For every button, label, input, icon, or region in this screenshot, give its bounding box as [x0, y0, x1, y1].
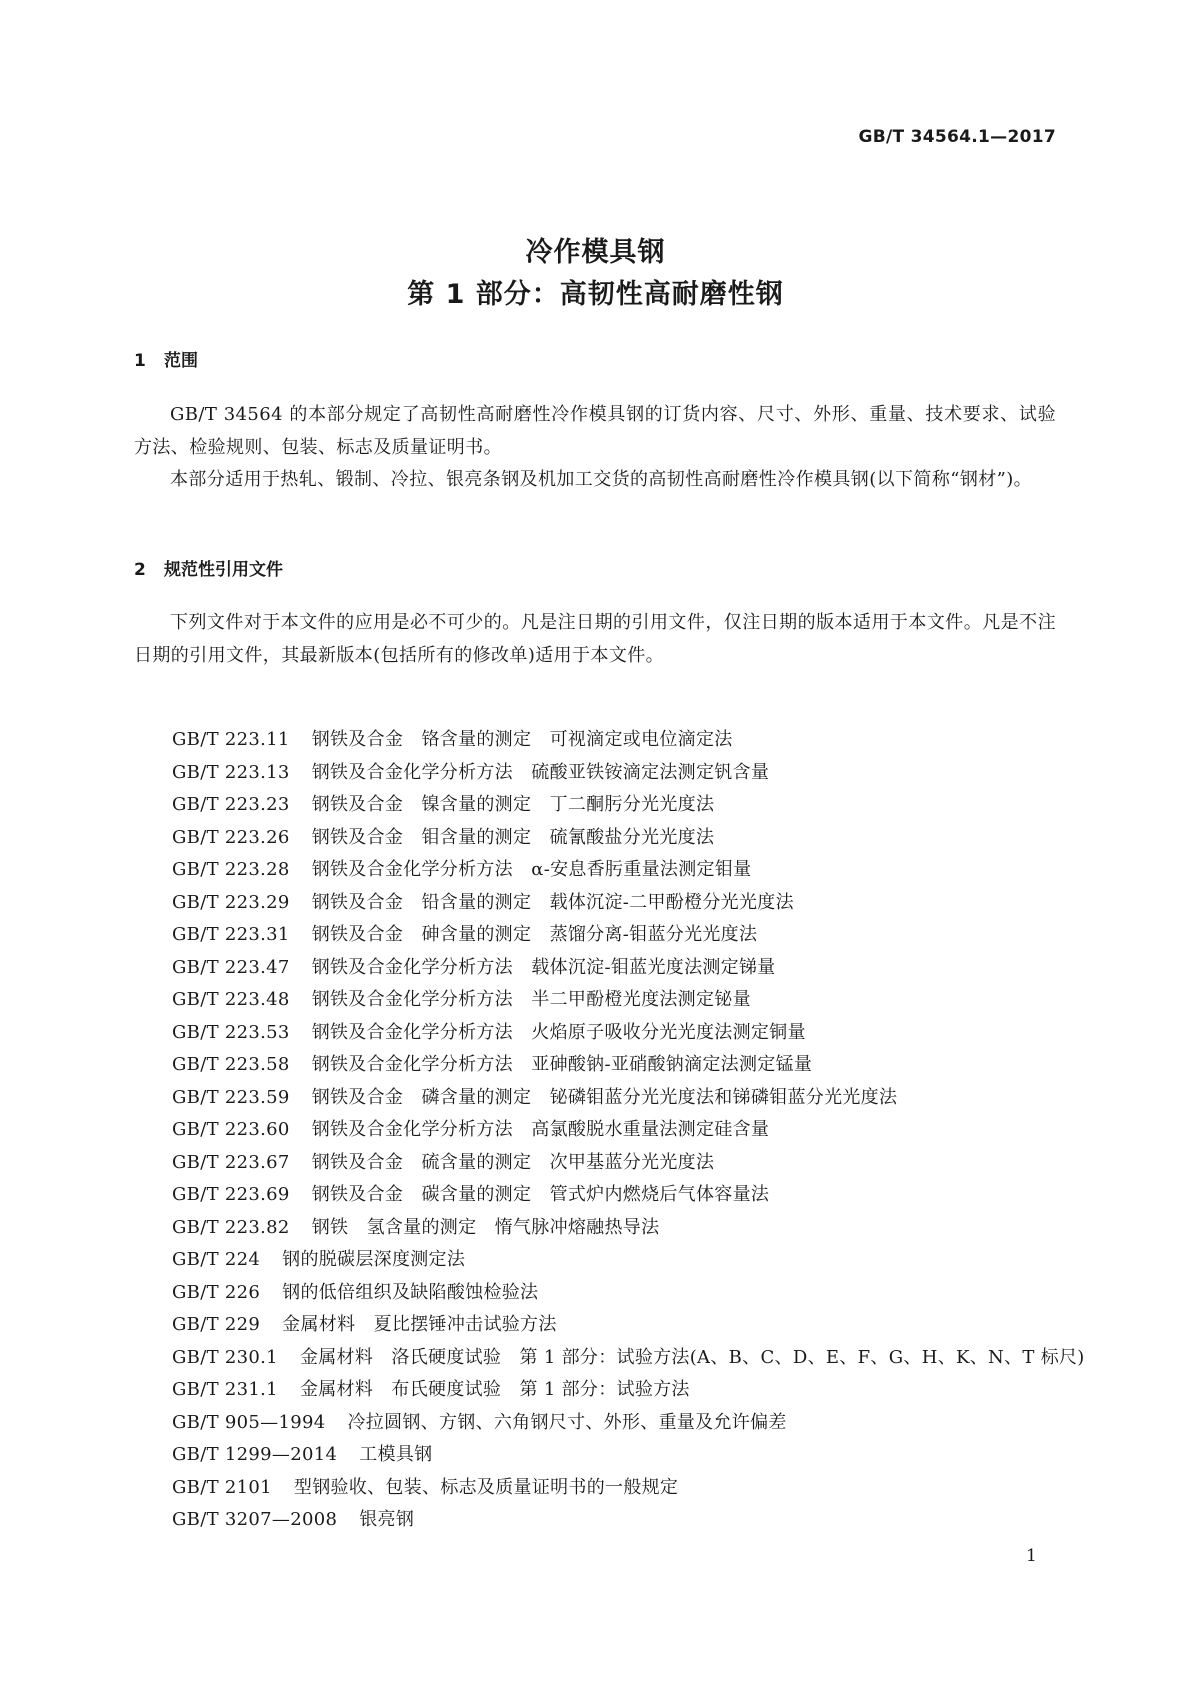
document-title: 冷作模具钢 [525, 237, 666, 268]
reference-item [172, 887, 1085, 920]
reference-item [172, 1049, 1085, 1082]
section-title: 规范性引用文件 [164, 560, 283, 580]
reference-code: GB/T 223.28 [172, 859, 290, 880]
reference-code: GB/T 223.26 [172, 826, 290, 848]
reference-code: GB/T 223.60 [172, 1119, 290, 1140]
reference-title: 钢铁及合金 铬含量的测定 可视滴定或电位滴定法 [311, 729, 733, 750]
reference-list [172, 724, 1085, 1537]
reference-code: GB/T 226 [172, 1281, 261, 1303]
reference-item [172, 1017, 1085, 1050]
reference-item [172, 1342, 1085, 1375]
reference-code: GB/T 223.29 [172, 891, 290, 913]
reference-item [172, 789, 1085, 822]
section-heading-scope [134, 346, 198, 371]
reference-item [172, 952, 1085, 985]
section-number: 2 [134, 560, 146, 580]
reference-code: GB/T 223.23 [172, 794, 290, 815]
reference-item [172, 1277, 1085, 1310]
reference-code: GB/T 223.67 [172, 1151, 290, 1173]
standard-number: GB/T 34564.1—2017 [858, 127, 1056, 147]
reference-title: 钢铁及合金 镍含量的测定 丁二酮肟分光光度法 [311, 794, 715, 815]
reference-title: 钢铁及合金 铅含量的测定 载体沉淀-二甲酚橙分光光度法 [311, 891, 794, 913]
reference-title: 钢铁及合金化学分析方法 半二甲酚橙光度法测定铋量 [311, 989, 751, 1010]
scope-paragraph-1: GB/T 34564 的本部分规定了高韧性高耐磨性冷作模具钢的订货内容、尺寸、外形、重量、技术要求、试验方法、检验规则、包装、标志及质量证明书。 [134, 404, 1056, 458]
reference-item [172, 724, 1085, 757]
reference-title: 钢铁及合金化学分析方法 载体沉淀-钼蓝光度法测定锑量 [311, 956, 776, 978]
references-intro: 下列文件对于本文件的应用是必不可少的。凡是注日期的引用文件，仅注日期的版本适用于本文件。凡是不注日期的引用文件，其最新版本(包括所有的修改单)适用于本文件。 [134, 612, 1056, 666]
reference-item [172, 1179, 1085, 1212]
reference-title: 银亮钢 [359, 1509, 415, 1530]
reference-code: GB/T 230.1 [172, 1346, 278, 1368]
section-title: 范围 [164, 351, 198, 371]
reference-code: GB/T 223.59 [172, 1086, 290, 1108]
reference-code: GB/T 229 [172, 1314, 261, 1335]
reference-title: 钢铁及合金化学分析方法 硫酸亚铁铵滴定法测定钒含量 [311, 761, 770, 783]
reference-code: GB/T 2101 [172, 1476, 272, 1498]
section-heading-normative-references [134, 555, 283, 580]
reference-code: GB/T 223.31 [172, 924, 290, 945]
reference-title: 金属材料 洛氏硬度试验 第 1 部分：试验方法(A、B、C、D、E、F、G、H、K、N、T 标尺) [299, 1346, 1085, 1368]
reference-title: 钢的低倍组织及缺陷酸蚀检验法 [282, 1281, 539, 1303]
reference-title: 钢铁及合金化学分析方法 火焰原子吸收分光光度法测定铜量 [311, 1021, 806, 1043]
reference-code: GB/T 3207—2008 [172, 1509, 338, 1530]
page-number: 1 [1026, 1546, 1037, 1566]
reference-title: 钢铁及合金 砷含量的测定 蒸馏分离-钼蓝分光光度法 [311, 924, 758, 945]
reference-title: 钢铁及合金 碳含量的测定 管式炉内燃烧后气体容量法 [311, 1184, 770, 1205]
reference-item [172, 1439, 1085, 1472]
document-subtitle: 第 1 部分：高韧性高耐磨性钢 [407, 279, 784, 310]
reference-code: GB/T 223.47 [172, 956, 290, 978]
reference-code: GB/T 223.69 [172, 1184, 290, 1205]
reference-code: GB/T 223.48 [172, 989, 290, 1010]
reference-title: 金属材料 夏比摆锤冲击试验方法 [282, 1314, 557, 1335]
reference-item [172, 1082, 1085, 1115]
reference-title: 钢铁及合金 磷含量的测定 铋磷钼蓝分光光度法和锑磷钼蓝分光光度法 [311, 1086, 898, 1108]
reference-title: 钢铁及合金化学分析方法 α-安息香肟重量法测定钼量 [311, 859, 752, 880]
reference-item [172, 822, 1085, 855]
reference-title: 钢的脱碳层深度测定法 [282, 1249, 466, 1270]
reference-code: GB/T 1299—2014 [172, 1444, 338, 1465]
reference-item [172, 1114, 1085, 1147]
reference-title: 钢铁及合金 硫含量的测定 次甲基蓝分光光度法 [311, 1151, 715, 1173]
reference-item [172, 1374, 1085, 1407]
reference-code: GB/T 231.1 [172, 1379, 278, 1400]
reference-item [172, 1244, 1085, 1277]
reference-item [172, 1472, 1085, 1505]
reference-item [172, 1212, 1085, 1245]
reference-item [172, 1504, 1085, 1537]
reference-item [172, 1147, 1085, 1180]
reference-item [172, 919, 1085, 952]
reference-item [172, 1407, 1085, 1440]
reference-code: GB/T 223.11 [172, 729, 290, 750]
reference-title: 钢铁 氢含量的测定 惰气脉冲熔融热导法 [311, 1216, 660, 1238]
reference-code: GB/T 223.53 [172, 1021, 290, 1043]
reference-title: 钢铁及合金化学分析方法 亚砷酸钠-亚硝酸钠滴定法测定锰量 [311, 1054, 813, 1075]
reference-title: 金属材料 布氏硬度试验 第 1 部分：试验方法 [299, 1379, 690, 1400]
reference-code: GB/T 905—1994 [172, 1411, 326, 1433]
reference-title: 钢铁及合金化学分析方法 高氯酸脱水重量法测定硅含量 [311, 1119, 770, 1140]
reference-title: 型钢验收、包装、标志及质量证明书的一般规定 [293, 1476, 679, 1498]
reference-item [172, 984, 1085, 1017]
reference-title: 冷拉圆钢、方钢、六角钢尺寸、外形、重量及允许偏差 [347, 1411, 787, 1433]
reference-title: 钢铁及合金 钼含量的测定 硫氰酸盐分光光度法 [311, 826, 715, 848]
reference-title: 工模具钢 [359, 1444, 433, 1465]
reference-code: GB/T 223.13 [172, 761, 290, 783]
reference-code: GB/T 223.82 [172, 1216, 290, 1238]
reference-item [172, 1309, 1085, 1342]
reference-item [172, 757, 1085, 790]
reference-code: GB/T 223.58 [172, 1054, 290, 1075]
reference-item [172, 854, 1085, 887]
section-number: 1 [134, 351, 146, 371]
reference-code: GB/T 224 [172, 1249, 261, 1270]
scope-paragraph-2: 本部分适用于热轧、锻制、冷拉、银亮条钢及机加工交货的高韧性高耐磨性冷作模具钢(以下简称“钢材”)。 [170, 469, 1033, 490]
